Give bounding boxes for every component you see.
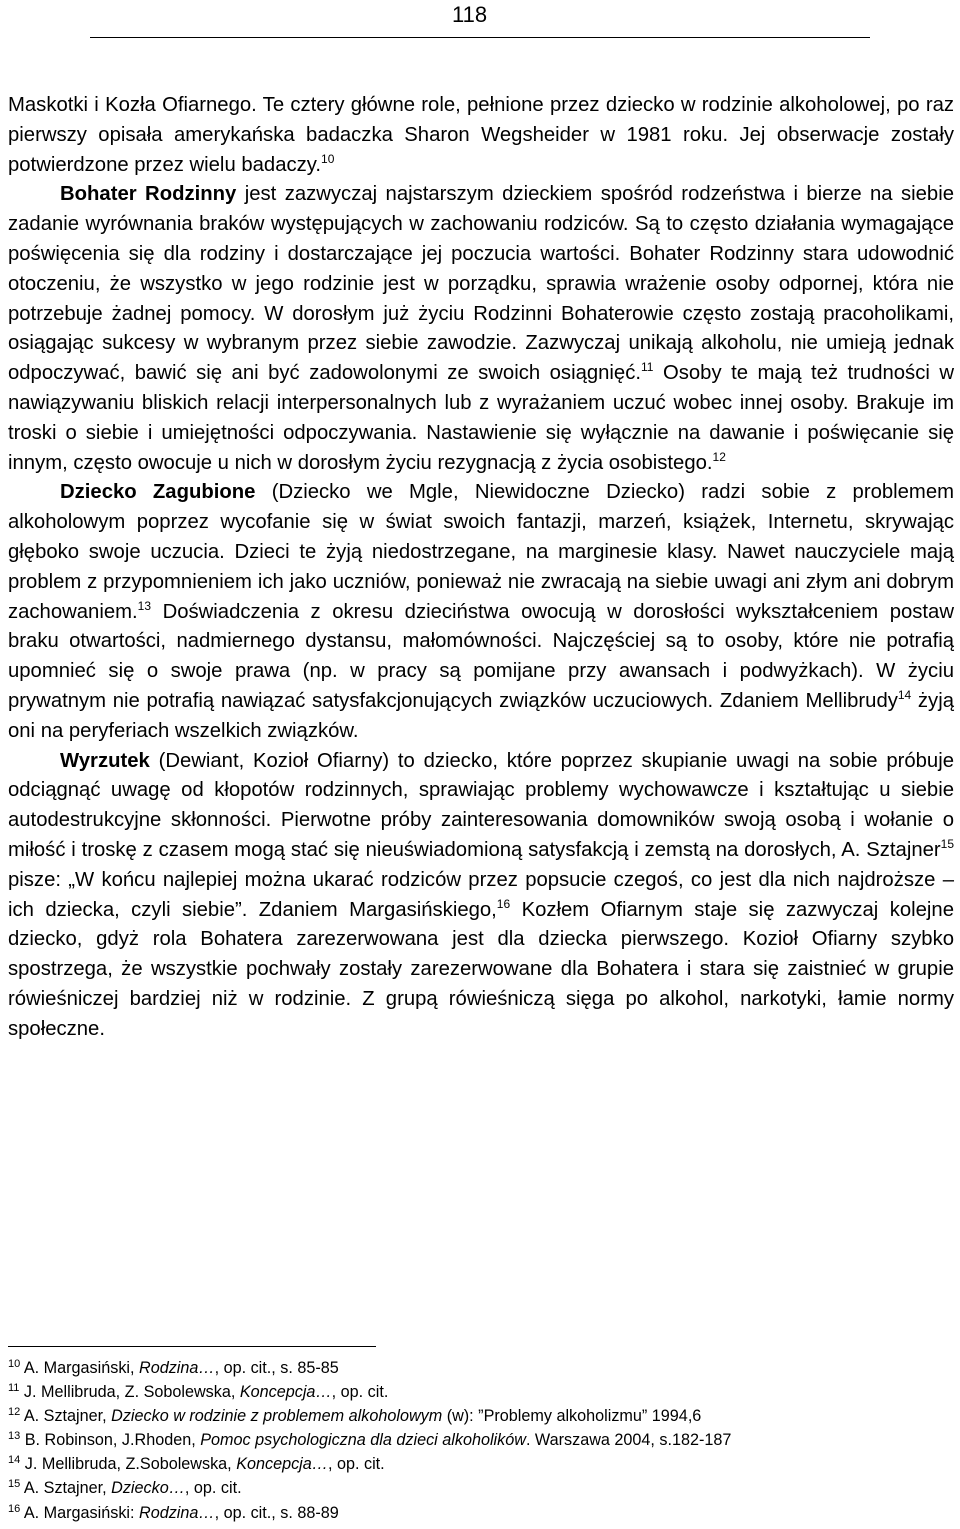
footnote-ref[interactable]: 11 [640, 360, 654, 375]
footnote-text: A. Margasiński: [20, 1503, 139, 1522]
footnote-title: Pomoc psychologiczna dla dzieci alkoholików [200, 1431, 526, 1450]
paragraph-text: (Dewiant, Kozioł Ofiarny) to dziecko, które poprzez skupianie uwagi na sobie próbuje odciągnąć uwagę od kłopotów rodzinnych, sprawiając problemy wychowawcze i kształtując u siebie autodestrukcyjne skłonności. Pierwotne próby zainteresowania domowników swoją osobą i wołanie o miłość i troskę z czasem mogą stać się nieuświadomioną satysfakcją i zemstą na dorosłych, A. Sztajner [8, 749, 954, 861]
paragraph-text: żyją oni na peryferiach wszelkich związków. [8, 689, 954, 742]
footnote-text: . Warszawa 2004, s.182-187 [525, 1431, 732, 1450]
role-term: Bohater Rodzinny [60, 183, 237, 206]
footnote-text: A. Sztajner, [20, 1407, 112, 1426]
footnote-text: , op. cit. [331, 1383, 389, 1402]
footnote-item [8, 1501, 954, 1525]
footnote-text: J. Mellibruda, Z.Sobolewska, [20, 1455, 237, 1474]
footnote-text: A. Margasiński, [20, 1359, 139, 1377]
footnote-title: Dziecko… [111, 1479, 185, 1498]
paragraph-text: Osoby te mają też trudności w nawiązywaniu bliskich relacji interpersonalnych lub z wyrażaniem uczuć wobec innej osoby. Brakuje im troski o siebie i umiejętności odpoczywania. Nastawienie się wyłącznie na dawanie i poświęcanie się innym, często owocuje u nich w dorosłym życiu rezygnacją z życia osobistego. [8, 362, 954, 474]
footnotes [8, 1356, 954, 1525]
footnote-ref[interactable]: 10 [321, 151, 335, 166]
footnote-item [8, 1428, 954, 1452]
footnote-ref[interactable]: 15 [940, 836, 954, 851]
footnote-title: Rodzina… [139, 1503, 215, 1522]
footnote-ref[interactable]: 14 [897, 687, 912, 702]
footnote-item [8, 1404, 954, 1428]
paragraph-wyrzutek [8, 747, 954, 1045]
footnote-number: 16 [8, 1502, 21, 1515]
footnote-item [8, 1476, 954, 1500]
footnote-text: , op. cit., s. 85-85 [214, 1359, 339, 1377]
paragraph-text: (Dziecko we Mgle, Niewidoczne Dziecko) radzi sobie z problemem alkoholowym poprzez wycofanie się w świat swoich fantazji, marzeń, książek, Internetu, skrywając głęboko swoje uczucia. Dzieci te żyją niedostrzegane, na marginesie klasy. Nawet nauczyciele mają problem z przypomnieniem ich jako uczniów, ponieważ nie zwracają na siebie uwagi ani złym ani dobrym zachowaniem. [8, 481, 954, 623]
header-rule [90, 37, 870, 38]
footnote-ref[interactable]: 16 [496, 896, 511, 911]
paragraph-dziecko-zagubione [8, 478, 954, 746]
footnote-text: , op. cit. [327, 1455, 385, 1474]
footnote-text: , op. cit. [184, 1479, 242, 1498]
footnote-number: 15 [8, 1478, 21, 1491]
footnote-number: 11 [8, 1382, 20, 1395]
footnote-text: (w): ”Problemy alkoholizmu” 1994,6 [442, 1407, 702, 1426]
footnote-number: 14 [8, 1454, 21, 1467]
footnote-separator [8, 1346, 376, 1347]
paragraph-bohater [8, 180, 954, 478]
footnote-text: , op. cit., s. 88-89 [214, 1503, 339, 1522]
footnote-item [8, 1356, 954, 1380]
footnote-title: Dziecko w rodzinie z problemem alkoholowym [111, 1407, 443, 1426]
role-term: Dziecko Zagubione [60, 481, 256, 504]
footnote-number: 10 [8, 1358, 21, 1370]
paragraph-text: jest zazwyczaj najstarszym dzieckiem spośród rodzeństwa i bierze na siebie zadanie wyrównania braków występujących w zachowaniu rodziców. Są to często działania wymagające poświęcenia się dla rodziny i dostarczające jej poczucia wartości. Bohater Rodzinny stara udowodnić otoczeniu, że wszystko w jego rodzinie jest w porządku, sprawia wrażenie osoby odpornej, która nie potrzebuje żadnej pomocy. W dorosłym już życiu Rodzinni Bohaterowie często zostają pracoholikami, osiągając sukcesy w wybranym przez siebie zawodzie. Zazwyczaj unikają alkoholu, nie umieją jednak odpoczywać, bawić się ani być zadowolonymi ze swoich osiągnięć. [8, 183, 954, 385]
page-number: 118 [452, 2, 488, 27]
footnote-ref[interactable]: 12 [712, 449, 726, 464]
footnote-item [8, 1380, 954, 1404]
footnote-title: Koncepcja… [236, 1455, 328, 1474]
paragraph-text: Kozłem Ofiarnym staje się zazwyczaj kolejne dziecko, gdyż rola Bohatera zarezerwowana jest dla dziecka pierwszego. Kozioł Ofiarny szybko spostrzega, że wszystkie pochwały zostały zarezerwowane dla Bohatera i stara się zaistnieć w grupie rówieśniczej bardziej niż w rodzinie. Z grupą rówieśniczą sięga po alkohol, narkotyki, łamie normy społeczne. [8, 898, 954, 1040]
footnote-ref[interactable]: 13 [137, 598, 151, 613]
footnote-title: Rodzina… [139, 1359, 215, 1377]
footnote-number: 13 [8, 1430, 21, 1443]
role-term: Wyrzutek [60, 749, 150, 772]
body-text [8, 91, 954, 1045]
footnote-number: 12 [8, 1406, 21, 1419]
paragraph-text: Doświadczenia z okresu dzieciństwa owocują w dorosłości wykształceniem postaw braku otwartości, nadmiernego dystansu, małomówności. Najczęściej są to osoby, które nie potrafią upomnieć się o swoje prawa (np. w pracy są pomijane przy awansach i podwyżkach). W życiu prywatnym nie potrafią nawiązać satysfakcjonujących związków uczuciowych. Zdaniem Mellibrudy [8, 600, 954, 712]
footnote-text: A. Sztajner, [20, 1479, 112, 1498]
footnote-text: B. Robinson, J.Rhoden, [20, 1431, 201, 1450]
paragraph-text: pisze: „W końcu najlepiej można ukarać rodziców przez popsucie czegoś, co jest dla nich najdroższe – ich dziecka, czyli siebie”. Zdaniem Margasińskiego, [8, 868, 954, 921]
footnote-item [8, 1452, 954, 1476]
footnote-text: J. Mellibruda, Z. Sobolewska, [19, 1383, 240, 1402]
paragraph-intro [8, 91, 954, 180]
paragraph-text: Maskotki i Kozła Ofiarnego. Te cztery główne role, pełnione przez dziecko w rodzinie alkoholowej, po raz pierwszy opisała amerykańska badaczka Sharon Wegsheider w 1981 roku. Jej obserwacje zostały potwierdzone przez wielu badaczy. [8, 94, 954, 176]
footnote-title: Koncepcja… [239, 1383, 332, 1402]
